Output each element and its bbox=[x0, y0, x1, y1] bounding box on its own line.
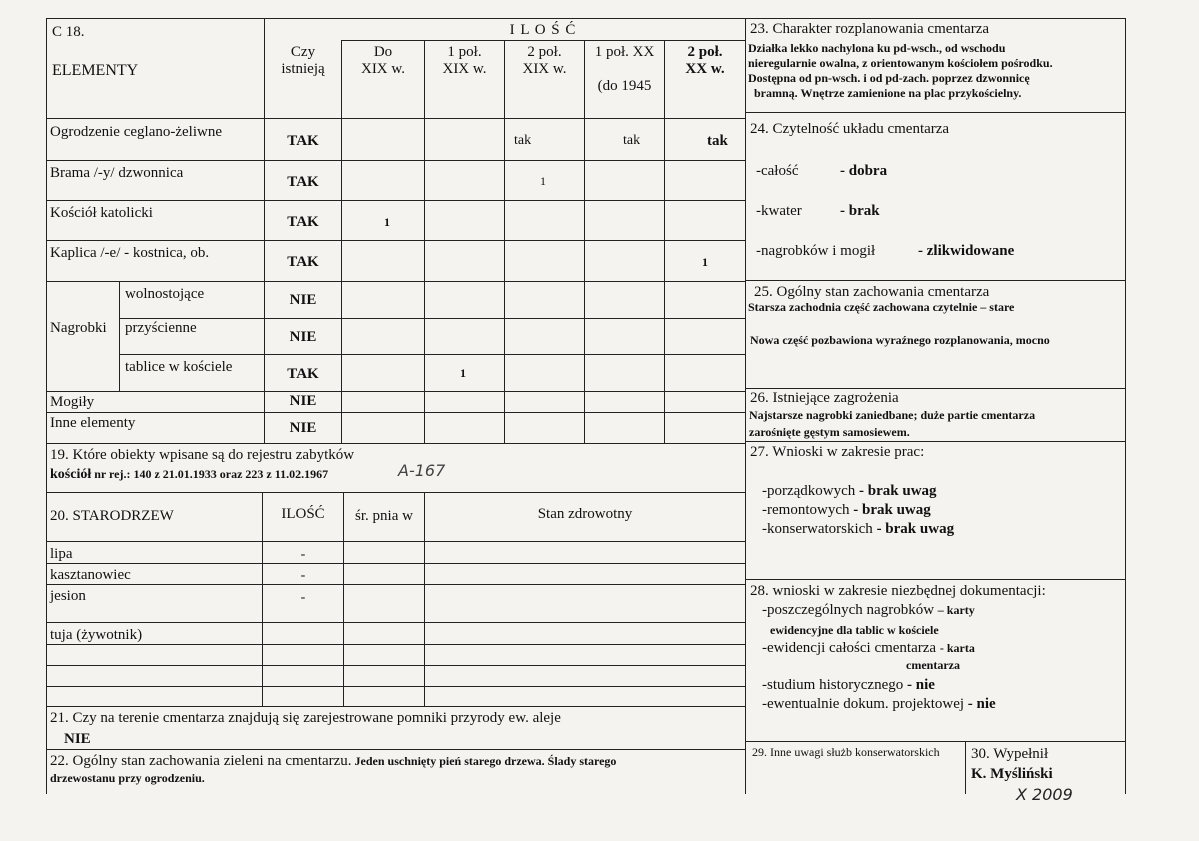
readability-value: - dobra bbox=[840, 163, 888, 179]
tree-name: jesion bbox=[50, 588, 86, 604]
element-label: Inne elementy bbox=[50, 415, 136, 431]
element-label: Brama /-y/ dzwonnica bbox=[50, 165, 184, 181]
section-22-line: 22. Ogólny stan zachowania zieleni na cmentarzu. Jeden uschnięty pień starego drzewa. Ślady starego bbox=[50, 753, 617, 769]
element-exists: NIE bbox=[289, 420, 317, 436]
docs-item: -ewidencji całości cmentarza - karta bbox=[762, 640, 975, 656]
element-qty: 1 bbox=[540, 174, 546, 188]
readability-label: -całość bbox=[756, 163, 799, 179]
col-to-19c: Do XIX w. bbox=[360, 44, 406, 77]
card-number: C 18. bbox=[52, 24, 85, 40]
tree-qty: - bbox=[300, 547, 306, 562]
element-qty: 1 bbox=[384, 215, 390, 229]
section-26-line1: Najstarsze nagrobki zaniedbane; duże partie cmentarza bbox=[749, 408, 1036, 422]
col-1h-19c: 1 poł. XIX w. bbox=[442, 44, 487, 77]
section-28-title: 28. wnioski w zakresie niezbędnej dokumentacji: bbox=[750, 583, 1046, 599]
element-exists: TAK bbox=[287, 366, 319, 382]
section-19-title: 19. Które obiekty wpisane są do rejestru zabytków bbox=[50, 447, 355, 463]
handwritten-date: X 2009 bbox=[1016, 785, 1073, 804]
element-qty: tak bbox=[514, 133, 532, 148]
docs-item-cont: ewidencyjne dla tablic w kościele bbox=[770, 623, 939, 637]
element-qty: tak bbox=[623, 133, 641, 148]
section-21-title: 21. Czy na terenie cmentarza znajdują się zarejestrowane pomniki przyrody ew. aleje bbox=[50, 710, 561, 726]
tree-name: tuja (żywotnik) bbox=[50, 627, 143, 643]
element-exists: NIE bbox=[289, 393, 317, 409]
element-label: tablice w kościele bbox=[125, 359, 233, 375]
section-20-title: 20. STARODRZEW bbox=[50, 508, 174, 524]
section-25-line2: Nowa część pozbawiona wyraźnego rozplanowania, mocno bbox=[750, 333, 1050, 347]
section-25-title: 25. Ogólny stan zachowania cmentarza bbox=[754, 284, 990, 300]
section-30-title: 30. Wypełnił bbox=[971, 746, 1049, 762]
col-2h-19c: 2 poł. XIX w. bbox=[522, 44, 567, 77]
elements-heading: ELEMENTY bbox=[52, 62, 139, 79]
tree-qty: - bbox=[300, 568, 306, 583]
section-25-line1: Starsza zachodnia część zachowana czytelnie – stare bbox=[748, 300, 1015, 314]
trees-diameter-header: śr. pnia w bbox=[355, 508, 413, 524]
col-1h-20c: 1 poł. XX (do 1945 bbox=[594, 44, 655, 94]
col-2h-20c: 2 poł. XX w. bbox=[685, 44, 725, 77]
docs-item-cont: cmentarza bbox=[906, 658, 960, 672]
docs-item: -studium historycznego - nie bbox=[762, 677, 935, 693]
element-label: Ogrodzenie ceglano-żeliwne bbox=[50, 124, 222, 140]
filled-by-name: K. Myśliński bbox=[971, 766, 1053, 782]
element-exists: TAK bbox=[287, 214, 319, 230]
quantity-heading: I L O Ś Ć bbox=[509, 22, 577, 38]
element-exists: NIE bbox=[289, 292, 317, 308]
docs-item: -ewentualnie dokum. projektowej - nie bbox=[762, 696, 996, 712]
element-qty: tak bbox=[707, 133, 728, 149]
section-24-title: 24. Czytelność układu cmentarza bbox=[750, 121, 950, 137]
element-exists: TAK bbox=[287, 133, 319, 149]
section-23-title: 23. Charakter rozplanowania cmentarza bbox=[750, 21, 990, 37]
readability-value: - zlikwidowane bbox=[918, 243, 1015, 259]
docs-item: -poszczególnych nagrobków – karty bbox=[762, 602, 975, 618]
element-exists: NIE bbox=[289, 329, 317, 345]
section-19-entry: kościół nr rej.: 140 z 21.01.1933 oraz 223 z 11.02.1967 bbox=[50, 467, 329, 482]
readability-label: -kwater bbox=[756, 203, 802, 219]
section-21-answer: NIE bbox=[64, 731, 91, 747]
element-label: Mogiły bbox=[50, 394, 95, 410]
tombstones-group-label: Nagrobki bbox=[50, 320, 107, 336]
section-22-line2: drzewostanu przy ogrodzeniu. bbox=[50, 771, 205, 785]
trees-qty-header: ILOŚĆ bbox=[281, 506, 325, 522]
trees-health-header: Stan zdrowotny bbox=[537, 506, 633, 522]
element-exists: TAK bbox=[287, 254, 319, 270]
tree-name: lipa bbox=[50, 546, 73, 562]
handwritten-register-no: A-167 bbox=[398, 461, 446, 480]
readability-value: - brak bbox=[840, 203, 880, 219]
element-label: Kaplica /-e/ - kostnica, ob. bbox=[50, 245, 210, 261]
element-exists: TAK bbox=[287, 174, 319, 190]
tree-name: kasztanowiec bbox=[50, 567, 131, 583]
works-item: -konserwatorskich - brak uwag bbox=[762, 521, 955, 537]
readability-label: -nagrobków i mogił bbox=[756, 243, 876, 259]
section-26-title: 26. Istniejące zagrożenia bbox=[750, 390, 899, 406]
section-27-title: 27. Wnioski w zakresie prac: bbox=[750, 444, 925, 460]
section-26-line2: zarośnięte gęstym samosiewem. bbox=[749, 425, 910, 439]
element-label: wolnostojące bbox=[125, 286, 205, 302]
section-29-title: 29. Inne uwagi służb konserwatorskich bbox=[752, 745, 940, 759]
element-qty: 1 bbox=[702, 255, 708, 269]
works-item: -porządkowych - brak uwag bbox=[762, 483, 937, 499]
tree-qty: - bbox=[300, 590, 306, 605]
element-qty: 1 bbox=[460, 366, 466, 380]
element-label: przyściennе bbox=[125, 320, 197, 336]
section-23-text: Działka lekko nachylona ku pd-wsch., od wschodu nieregularnie owalna, z orientowanym kościołem pośrodku. Dostępna od pn-wsch. i od pd-zach. poprzez dzwonnicę bramną. Wnętrze zamienione na plac przykościelny. bbox=[748, 41, 1053, 100]
exists-column-header: Czy istnieją bbox=[281, 44, 325, 77]
element-label: Kościół katolicki bbox=[50, 205, 153, 221]
works-item: -remontowych - brak uwag bbox=[762, 502, 931, 518]
